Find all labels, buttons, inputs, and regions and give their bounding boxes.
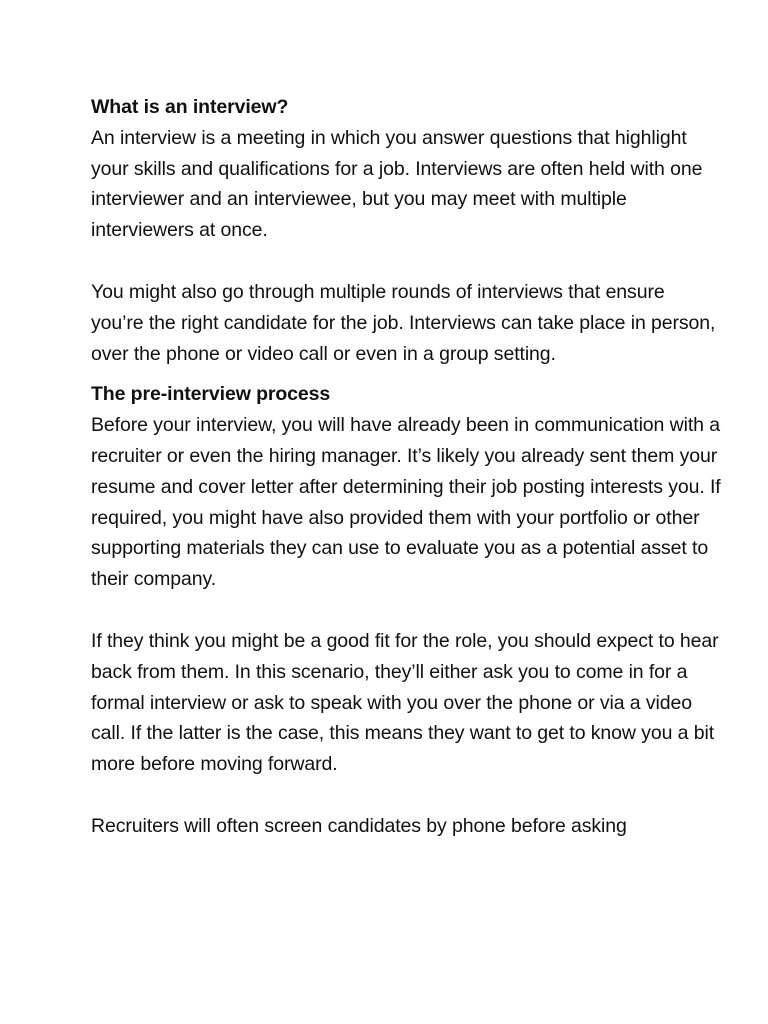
heading-pre-interview-process: The pre-interview process: [91, 383, 331, 406]
paragraph-spacer: [91, 780, 721, 811]
paragraph-recruiter-screening: Recruiters will often screen candidates by phone before asking: [91, 814, 627, 837]
paragraph-interview-rounds: You might also go through multiple rounds of interviews that ensure you’re the right candidate for the job. Interviews can take place in person, over the phone or video call or even in a group setting.: [91, 280, 716, 365]
paragraph-spacer: [91, 246, 721, 277]
section-spacer: [91, 369, 721, 379]
paragraph-spacer: [91, 595, 721, 626]
paragraph-before-interview: Before your interview, you will have already been in communication with a recruiter or even the hiring manager. It’s likely you already sent them your resume and cover letter after determining their job posting interests you. If required, you might have also provided them with your portfolio or other supporting materials they can use to evaluate you as a potential asset to their company.: [91, 414, 721, 591]
heading-what-is-interview: What is an interview?: [91, 96, 289, 118]
paragraph-good-fit: If they think you might be a good fit for the role, you should expect to hear back from them. In this scenario, they’ll either ask you to come in for a formal interview or ask to speak with you over the phone or via a video call. If the latter is the case, this means they want to get to know you a bit more before moving forward.: [91, 629, 719, 776]
paragraph-interview-definition: An interview is a meeting in which you answer questions that highlight your skills and qualifications for a job. Interviews are often held with one interviewer and an interviewee, but you may meet with multiple interviewers at once.: [91, 126, 703, 242]
document-page: [91, 92, 721, 842]
